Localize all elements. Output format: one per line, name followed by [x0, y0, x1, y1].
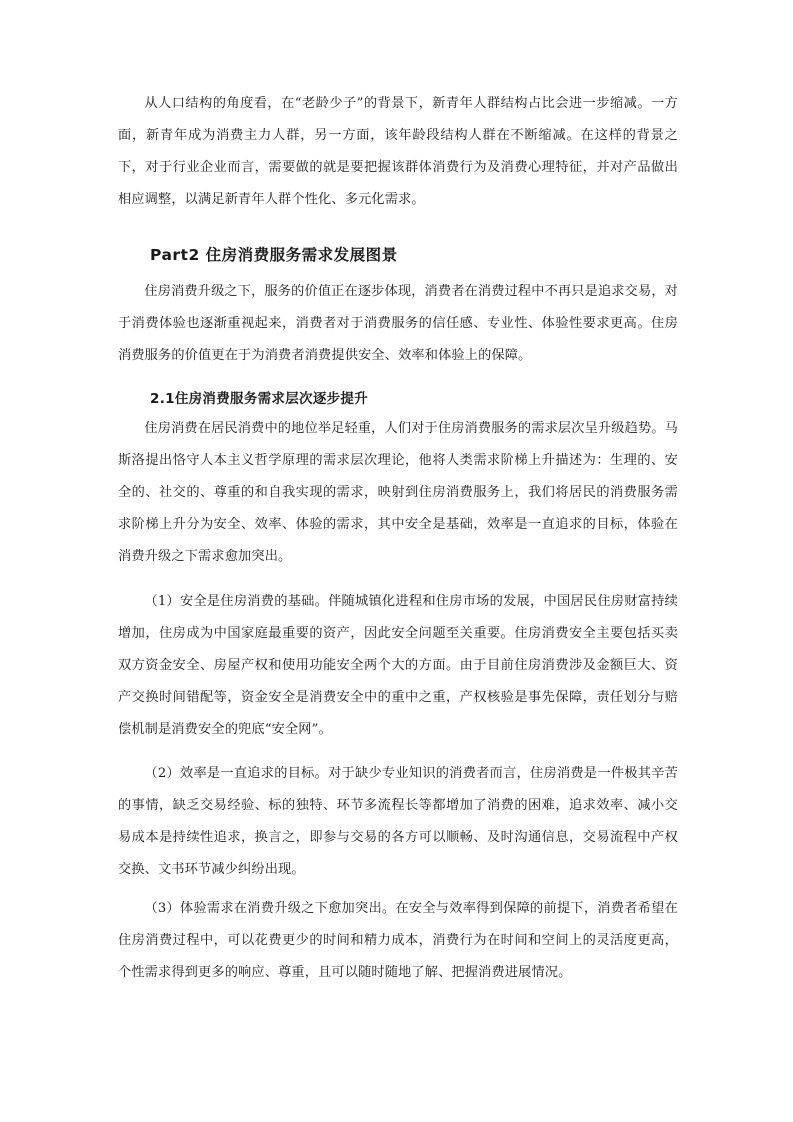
- subsection-heading-2-1: 2.1住房消费服务需求层次逐步提升: [150, 391, 369, 407]
- body-text: （3）体验需求在消费升级之下愈加突出。在安全与效率得到保障的前提下，消费者希望在住房消费过程中，可以花费更少的时间和精力成本，消费行为在时间和空间上的灵活度更高，个性需求得到更多的响应、尊重，且可以随时随地了解、把握消费进展情况。: [118, 901, 678, 980]
- paragraph-service-value: [118, 276, 678, 372]
- body-text: （2）效率是一直追求的目标。对于缺少专业知识的消费者而言，住房消费是一件极其辛苦的事情，缺乏交易经验、标的独特、环节多流程长等都增加了消费的困难，追求效率、减小交易成本是持续性追求，换言之，即参与交易的各方可以顺畅、及时沟通信息，交易流程中产权交换、文书环节减少纠纷出现。: [118, 766, 678, 877]
- body-text: 住房消费在居民消费中的地位举足轻重，人们对于住房消费服务的需求层次呈升级趋势。马斯洛提出恪守人本主义哲学原理的需求层次理论，他将人类需求阶梯上升描述为：生理的、安全的、社交的、尊重的和自我实现的需求，映射到住房消费服务上，我们将居民的消费服务需求阶梯上升分为安全、效率、体验的需求，其中安全是基础，效率是一直追求的目标，体验在消费升级之下需求愈加突出。: [118, 421, 678, 564]
- body-text: 住房消费升级之下，服务的价值正在逐步体现，消费者在消费过程中不再只是追求交易，对于消费体验也逐渐重视起来，消费者对于消费服务的信任感、专业性、体验性要求更高。住房消费服务的价值更在于为消费者消费提供安全、效率和体验上的保障。: [118, 284, 678, 363]
- paragraph-safety: [118, 586, 678, 746]
- paragraph-efficiency: [118, 758, 678, 886]
- body-text: 从人口结构的角度看，在“老龄少子”的背景下，新青年人群结构占比会进一步缩减。一方面，新青年成为消费主力人群，另一方面，该年龄段结构人群在不断缩减。在这样的背景之下，对于行业企业而言，需要做的就是要把握该群体消费行为及消费心理特征，并对产品做出相应调整，以满足新青年人群个性化、多元化需求。: [118, 96, 678, 207]
- paragraph-population-structure: [118, 88, 678, 216]
- paragraph-experience: [118, 893, 678, 989]
- section-heading-part2: Part2 住房消费服务需求发展图景: [150, 246, 398, 264]
- body-text: （1）安全是住房消费的基础。伴随城镇化进程和住房市场的发展，中国居民住房财富持续增加，住房成为中国家庭最重要的资产，因此安全问题至关重要。住房消费安全主要包括买卖双方资金安全、房屋产权和使用功能安全两个大的方面。由于目前住房消费涉及金额巨大、资产交换时间错配等，资金安全是消费安全中的重中之重，产权核验是事先保障，责任划分与赔偿机制是消费安全的兜底“安全网”。: [118, 594, 678, 737]
- paragraph-maslow: [118, 413, 678, 573]
